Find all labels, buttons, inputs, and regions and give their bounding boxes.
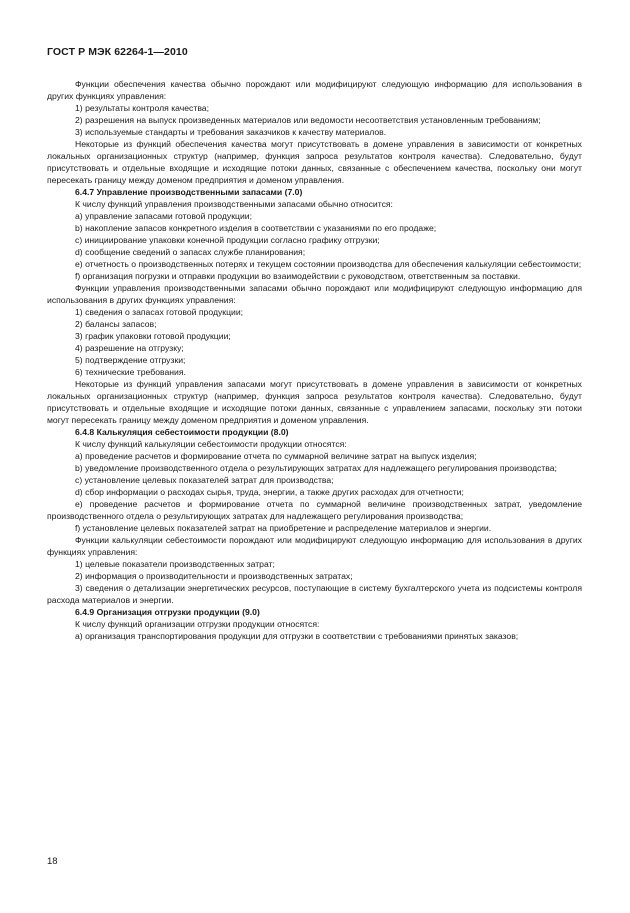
paragraph: К числу функций управления производственными запасами обычно относится: <box>75 199 393 209</box>
list-item: c) инициирование упаковки конечной продукции согласно графику отгрузки; <box>75 235 380 245</box>
list-item: 6) технические требования. <box>75 367 186 377</box>
list-item: f) организация погрузки и отправки продукции во взаимодействии с руководством, ответственным за поставки. <box>75 271 521 281</box>
list-item: е) отчетность о производственных потерях и текущем состоянии производства для обеспечения калькуляции себестоимости; <box>75 259 582 269</box>
paragraph: Некоторые из функций управления запасами могут присутствовать в домене управления в зависимости от конкретных локальных организационных структур (например, функция запроса результатов контроля качества). Следовательно, будут присутствовать и отдельные входящие и исходящие потоки данных, связанные с управлением запасами, поскольку эти потоки могут пересекать границу между доменом предприятия и доменом управления. <box>47 379 582 425</box>
list-item: 1) целевые показатели производственных затрат; <box>75 559 275 569</box>
paragraph: К числу функций организации отгрузки продукции относятся: <box>75 619 320 629</box>
list-item: 2) информация о производительности и производственных затратах; <box>75 571 353 581</box>
list-item: d) сообщение сведений о запасах службе планирования; <box>75 247 306 257</box>
list-item: 2) балансы запасов; <box>75 319 157 329</box>
list-item: f) установление целевых показателей затрат на приобретение и распределение материалов и энергии. <box>75 523 492 533</box>
document-header: ГОСТ Р МЭК 62264-1—2010 <box>47 46 188 58</box>
section-heading: 6.4.9 Организация отгрузки продукции (9.0) <box>75 607 260 617</box>
list-item: 2) разрешения на выпуск произведенных материалов или ведомости несоответствия установленным требованиям; <box>75 115 541 125</box>
paragraph: Функции управления производственными запасами обычно порождают или модифицируют следующую информацию для использования в других функциях управления: <box>47 283 582 305</box>
paragraph: Функции калькуляции себестоимости порождают или модифицируют следующую информацию для использования в других функциях управления: <box>47 535 582 557</box>
list-item: 1) сведения о запасах готовой продукции; <box>75 307 244 317</box>
section-heading: 6.4.8 Калькуляция себестоимости продукции (8.0) <box>75 427 289 437</box>
list-item: 1) результаты контроля качества; <box>75 103 209 113</box>
list-item: 4) разрешение на отгрузку; <box>75 343 184 353</box>
list-item: 3) используемые стандарты и требования заказчиков к качеству материалов. <box>75 127 387 137</box>
paragraph: К числу функций калькуляции себестоимости продукции относятся: <box>75 439 347 449</box>
page-number: 18 <box>47 856 58 867</box>
section-heading: 6.4.7 Управление производственными запасами (7.0) <box>75 187 303 197</box>
list-item: d) сбор информации о расходах сырья, труда, энергии, а также других расходах для отчетности; <box>75 487 464 497</box>
list-item: c) установление целевых показателей затрат для производства; <box>75 475 334 485</box>
list-item: а) управление запасами готовой продукции; <box>75 211 252 221</box>
list-item: е) проведение расчетов и формирование отчета по суммарной величине производственных затрат, уведомление производственного отдела о результирующих затратах для надлежащего регулирования производства; <box>47 499 582 521</box>
list-item: а) организация транспортирования продукции для отгрузки в соответствии с требованиями принятых заказов; <box>75 631 519 641</box>
list-item: b) уведомление производственного отдела о результирующих затратах для надлежащего регулирования производства; <box>75 463 557 473</box>
list-item: b) накопление запасов конкретного изделия в соответствии с указаниями по его продаже; <box>75 223 437 233</box>
list-item: 3) сведения о детализации энергетических ресурсов, поступающие в систему бухгалтерского учета из подсистемы контроля расхода материалов и энергии. <box>47 583 582 605</box>
paragraph: Функции обеспечения качества обычно порождают или модифицируют следующую информацию для использования в других функциях управления: <box>47 79 582 101</box>
list-item: 3) график упаковки готовой продукции; <box>75 331 231 341</box>
document-body <box>47 78 582 642</box>
list-item: 5) подтверждение отгрузки; <box>75 355 186 365</box>
list-item: а) проведение расчетов и формирование отчета по суммарной величине затрат на выпуск изделия; <box>75 451 477 461</box>
paragraph: Некоторые из функций обеспечения качества могут присутствовать в домене управления в зависимости от конкретных локальных организационных структур (например, функция запроса результатов контроля качества). Следовательно, будут присутствовать и отдельные входящие и исходящие потоки данных, связанные с обеспечением качества, поскольку они могут пересекать границу между доменом предприятия и доменом управления. <box>47 139 582 185</box>
